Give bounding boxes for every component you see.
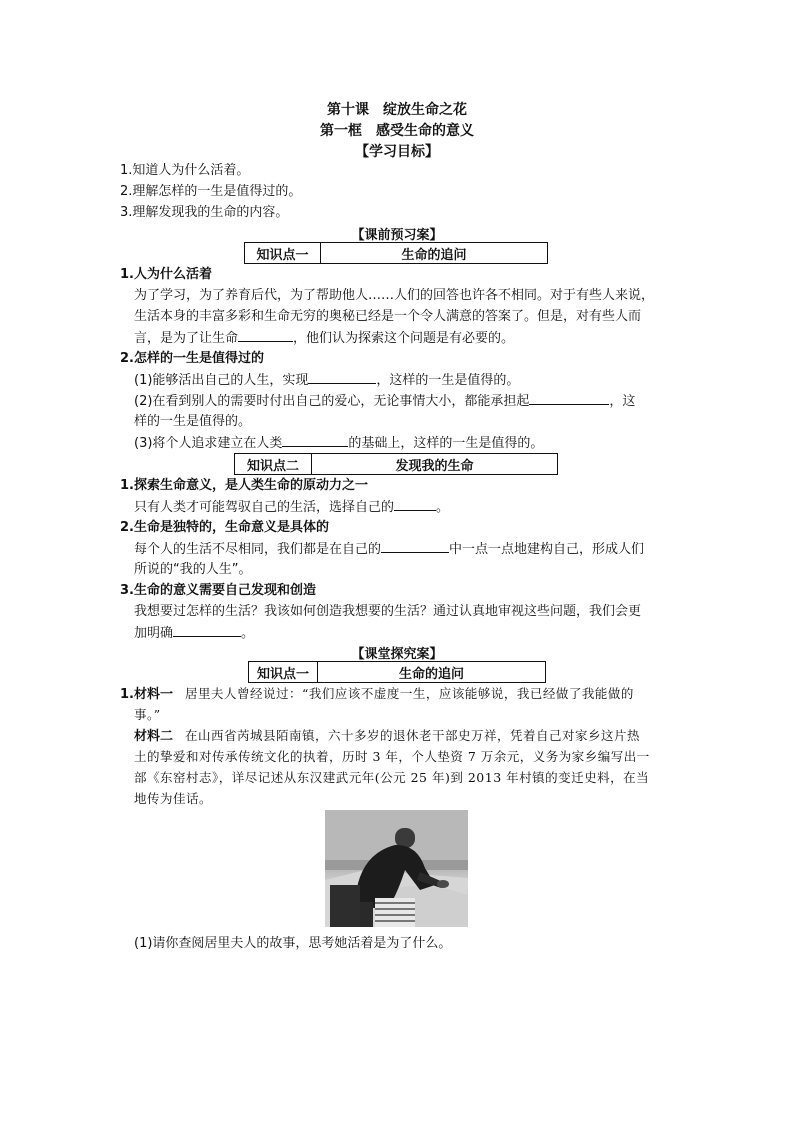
- knowledge-label: 知识点一: [249, 662, 318, 682]
- p2-text: 每个人的生活不尽相同，我们都是在自己的: [134, 542, 382, 557]
- q1-title: 1.人为什么活着: [120, 267, 212, 282]
- q2-text: (1)能够活出自己的人生，实现: [134, 373, 309, 388]
- answer-blank[interactable]: [308, 371, 376, 384]
- knowledge-box-2: [234, 453, 558, 475]
- material-2-line: [134, 727, 640, 746]
- material-2-line: 部《东窑村志》，详尽记述从东汉建武元年(公元 25 年)到 2013 年村镇的变迁史料，在当: [134, 770, 650, 785]
- old-man-writing-photo: [325, 810, 468, 927]
- knowledge-box-1: [244, 242, 548, 264]
- p2-line: 所说的“我的人生”。: [134, 562, 252, 577]
- section-title: 第一框 感受生命的意义: [320, 123, 474, 139]
- explore-heading: 【课堂探究案】: [351, 647, 443, 662]
- knowledge-label: 知识点二: [235, 454, 312, 474]
- material-text: 在山西省芮城县陌南镇，六十多岁的退休老干部史万祥，凭着自己对家乡这片热: [185, 728, 641, 743]
- answer-blank[interactable]: [529, 392, 609, 405]
- p3-line: [134, 624, 254, 643]
- p3-title: 3.生命的意义需要自己发现和创造: [120, 583, 316, 598]
- answer-blank[interactable]: [394, 498, 436, 511]
- p2-text: 中一点一点地建构自己，形成人们: [449, 542, 645, 557]
- answer-blank[interactable]: [381, 540, 449, 553]
- p2-line: [134, 540, 644, 559]
- q2-text: ，这: [609, 394, 636, 409]
- p1-title: 1.探索生命意义，是人类生命的原动力之一: [120, 478, 368, 493]
- knowledge-topic: 发现我的生命: [395, 458, 474, 474]
- p2-title: 2.生命是独特的，生命意义是具体的: [120, 520, 329, 535]
- q1-text: ，他们认为探索这个问题是有必要的。: [293, 331, 515, 346]
- answer-blank[interactable]: [173, 624, 241, 637]
- preview-heading: 【课前预习案】: [351, 228, 443, 243]
- q2-line: 样的一生是值得的。: [134, 414, 252, 429]
- q2-line: [134, 434, 543, 453]
- p1-text: 。: [436, 500, 450, 515]
- q2-text: ，这样的一生是值得的。: [376, 373, 520, 388]
- objective-item: 3.理解发现我的生命的内容。: [120, 205, 289, 220]
- p3-text: 。: [241, 626, 255, 641]
- p1-text: 只有人类才可能驾驭自己的生活，选择自己的: [134, 500, 395, 515]
- answer-blank[interactable]: [238, 329, 293, 342]
- p3-line: 我想要过怎样的生活？我该如何创造我想要的生活？通过认真地审视这些问题，我们会更: [134, 604, 642, 619]
- objective-item: 2.理解怎样的一生是值得过的。: [120, 184, 302, 199]
- material-text: 居里夫人曾经说过：“我们应该不虚度一生，应该能够说，我已经做了我能做的: [185, 686, 634, 701]
- q1-line: 为了学习，为了养育后代，为了帮助他人……人们的回答也许各不相同。对于有些人来说，: [134, 288, 655, 303]
- q2-line: [134, 371, 519, 390]
- material-label: 材料二: [134, 729, 174, 744]
- objective-item: 1.知道人为什么活着。: [120, 163, 250, 178]
- p3-text: 加明确: [134, 626, 174, 641]
- q2-text: (3)将个人追求建立在人类: [134, 436, 283, 451]
- material-2-line: 地传为佳话。: [134, 791, 213, 806]
- objectives-heading: 【学习目标】: [355, 144, 439, 160]
- q1-text: 言，是为了让生命: [134, 331, 239, 346]
- q2-title: 2.怎样的一生是值得过的: [120, 351, 264, 366]
- knowledge-topic: 生命的追问: [401, 247, 467, 263]
- material-label: 材料一: [133, 687, 173, 702]
- lesson-title: 第十课 绽放生命之花: [327, 102, 467, 118]
- q1-line: [134, 329, 514, 348]
- answer-blank[interactable]: [282, 434, 348, 447]
- q2-text: 的基础上，这样的一生是值得的。: [348, 436, 544, 451]
- question-1: (1)请你查阅居里夫人的故事，思考她活着是为了什么。: [134, 936, 452, 951]
- knowledge-topic: 生命的追问: [398, 666, 464, 682]
- knowledge-label: 知识点一: [245, 243, 321, 263]
- item-number: 1.: [120, 687, 134, 702]
- knowledge-box-3: [248, 661, 546, 683]
- q2-line: [134, 392, 635, 411]
- p1-line: [134, 498, 449, 517]
- q2-text: (2)在看到别人的需要时付出自己的爱心，无论事情大小，都能承担起: [134, 394, 530, 409]
- q1-line: 生活本身的丰富多彩和生命无穷的奥秘已经是一个令人满意的答案了。但是，对有些人而: [134, 309, 642, 324]
- material-1-line: 事。”: [134, 707, 161, 722]
- material-1-line: [120, 685, 634, 704]
- material-2-line: 土的挚爱和对传承传统文化的执着，历时 3 年，个人垫资 7 万余元，义务为家乡编写出一: [134, 749, 650, 764]
